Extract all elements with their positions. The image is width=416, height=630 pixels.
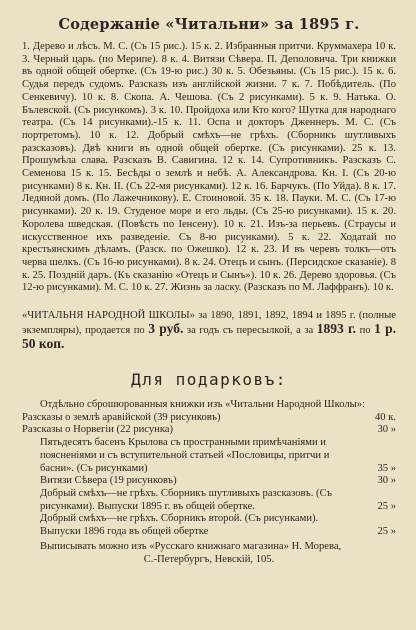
gift-item: [22, 488, 396, 513]
page-title: Содержаніе «Читальни» за 1895 г.: [58, 16, 360, 33]
gifts-list: [22, 412, 396, 539]
gift-item: [22, 424, 396, 437]
ordering-line-2: С.-Петербургъ, Невскій, 105.: [143, 553, 275, 565]
offer-price-1: 3 руб.: [148, 321, 184, 337]
gift-item-title: Добрый смѣхъ—не грѣхъ. Сборникъ второй. (Съ рисунками). Выпуски 1896 года въ общей обертке: [40, 513, 319, 538]
contents-list: 1. Дерево и лѣсъ. М. С. (Съ 15 рис.). 15 к. 2. Избранныя притчи. Круммахера 10 к. 3. Черный царь. (по Мерипе). 8 к. 4. Витязи Сѣвера. П. Деполовича. Три книжки въ одной общей обертке. (Съ 19-ю рис.) 30 к. 5. Обезьяны. (Съ 15 рис.). 15 к. 6. Судья передъ судомъ. Разсказъ изъ англійской жизни. 7 к. 7. Побѣдитель. (По Сенкевичу). 10 к. 8. Скопа. А. Чешова. (Съ 2 рисунками). 5 к. 9. Натька. О. Бълевской. (Съ рисункомъ). 3 к. 10. Пройдоха или Кто кого? Шутка для народнаго театра. (Съ 14 рисунками).-15 к. 11. Оспа и докторъ Дженнеръ. М. С. (Съ портретомъ). 10 к. 12. Добрый смѣхъ—не грѣхъ. (Сборникъ шутливыхъ разсказовъ). Двѣ книги въ одной общей обертке. (Съ рисунками). 25 к. 13. Прошумѣла слава. Разсказъ В. Савигина. 12 к. 14. Супротивникъ. Разсказъ С. Семенова 15 к. 15. Бесѣды о землѣ и небѣ. А. Александрова. Кн. I. (Съ 20-ю рисунками) 8 к. Кн. II. (Съ 22-мя рисунками). 12 к. 16. Барчукъ. (По Уйда). 8 к. 17. Ледяной домъ. (По Лажечникову). Е. Стоиновой. 35 к. 18. Пауки. М. С. (Съ 17-ю рисунками). 20 к. 19. Студеное море и его льды. (Съ 25-ю рисунками). 15 к. 20. Королева шведская. (Повѣсть по Іенсену). 10 к. 21. Изъ-за перьевъ. (Страусы и искусственное ихъ разведеніе. Съ 8-ю рисунками). 5 к. 22. Ходатай по крестьянскимъ дѣламъ. (Разск. по Ожешко). 12 к. 23. И въ черевъ толкъ—отъ черва шелкъ. (Съ 16-ю рисунками). 8 к. 24. Отецъ и сынъ. (Персидское сказаніе). 8 к. 25. Поздній даръ. (Къ сказанію «Отецъ и Сынъ»). 10 к. 26. Дерево здоровья. (Съ 12-ю рисунками). М. С. 10 к. 27. Жизнь за ласку. (Разсказъ по М. Лаффранъ). 10 к.: [22, 41, 396, 294]
gift-item-title: Витязи Сѣвера (19 рисунковъ): [40, 475, 177, 487]
gift-item: [22, 437, 396, 475]
offer-middle-2: по: [356, 325, 375, 337]
gifts-heading: Для подарковъ:: [131, 370, 287, 390]
gift-item-price: 25 »: [377, 526, 396, 538]
gift-item-price: 40 к.: [374, 411, 396, 423]
spacer: [22, 295, 396, 309]
gift-item-title: Разсказы о землѣ аравійской (39 рисунковъ): [22, 411, 221, 423]
ordering-line-1: Выписывать можно изъ «Русскаго книжнаго магазина» Н. Морева,: [40, 540, 342, 552]
gift-item-price: 35 »: [377, 462, 396, 474]
gifts-intro: [22, 399, 396, 412]
offer-middle: за годъ съ пересылкой, а за: [183, 325, 317, 337]
offer-price-2: 1 р. 50 коп.: [22, 321, 397, 352]
gift-item-price: 30 »: [377, 475, 396, 487]
gifts-intro-text: Отдѣльно сброшюрованныя книжки изъ «Читальни Народной Школы»:: [40, 399, 366, 411]
gift-item: [22, 513, 396, 538]
offer-prefix: «ЧИТАЛЬНЯ НАРОДНОЙ ШКОЛЫ» за 1890, 1891, 1892, 1894 и 1895 г. (полные экземпляры), продается по: [22, 310, 396, 337]
gift-item-price: 30 »: [377, 424, 396, 436]
gift-item-title: Пятьдесятъ басенъ Крылова съ пространными примѣчаніями и поясненіями и съ вступительной статьей «Пословицы, притчи и басни». (Съ рисунками): [40, 437, 330, 474]
gift-item: [22, 475, 396, 488]
offer-year: 1893 г.: [316, 321, 357, 337]
gift-item: [22, 412, 396, 425]
subscription-offer: [22, 309, 396, 352]
gift-item-price: 25 »: [377, 500, 396, 512]
ordering-info: [22, 541, 396, 566]
gift-item-title: Добрый смѣхъ—не грѣхъ. Сборникъ шутливыхъ разсказовъ. (Съ рисунками). Выпуски 1895 г. въ общей обертке.: [40, 487, 333, 512]
gift-item-title: Разсказы о Норвегіи (22 рисунка): [22, 424, 174, 436]
